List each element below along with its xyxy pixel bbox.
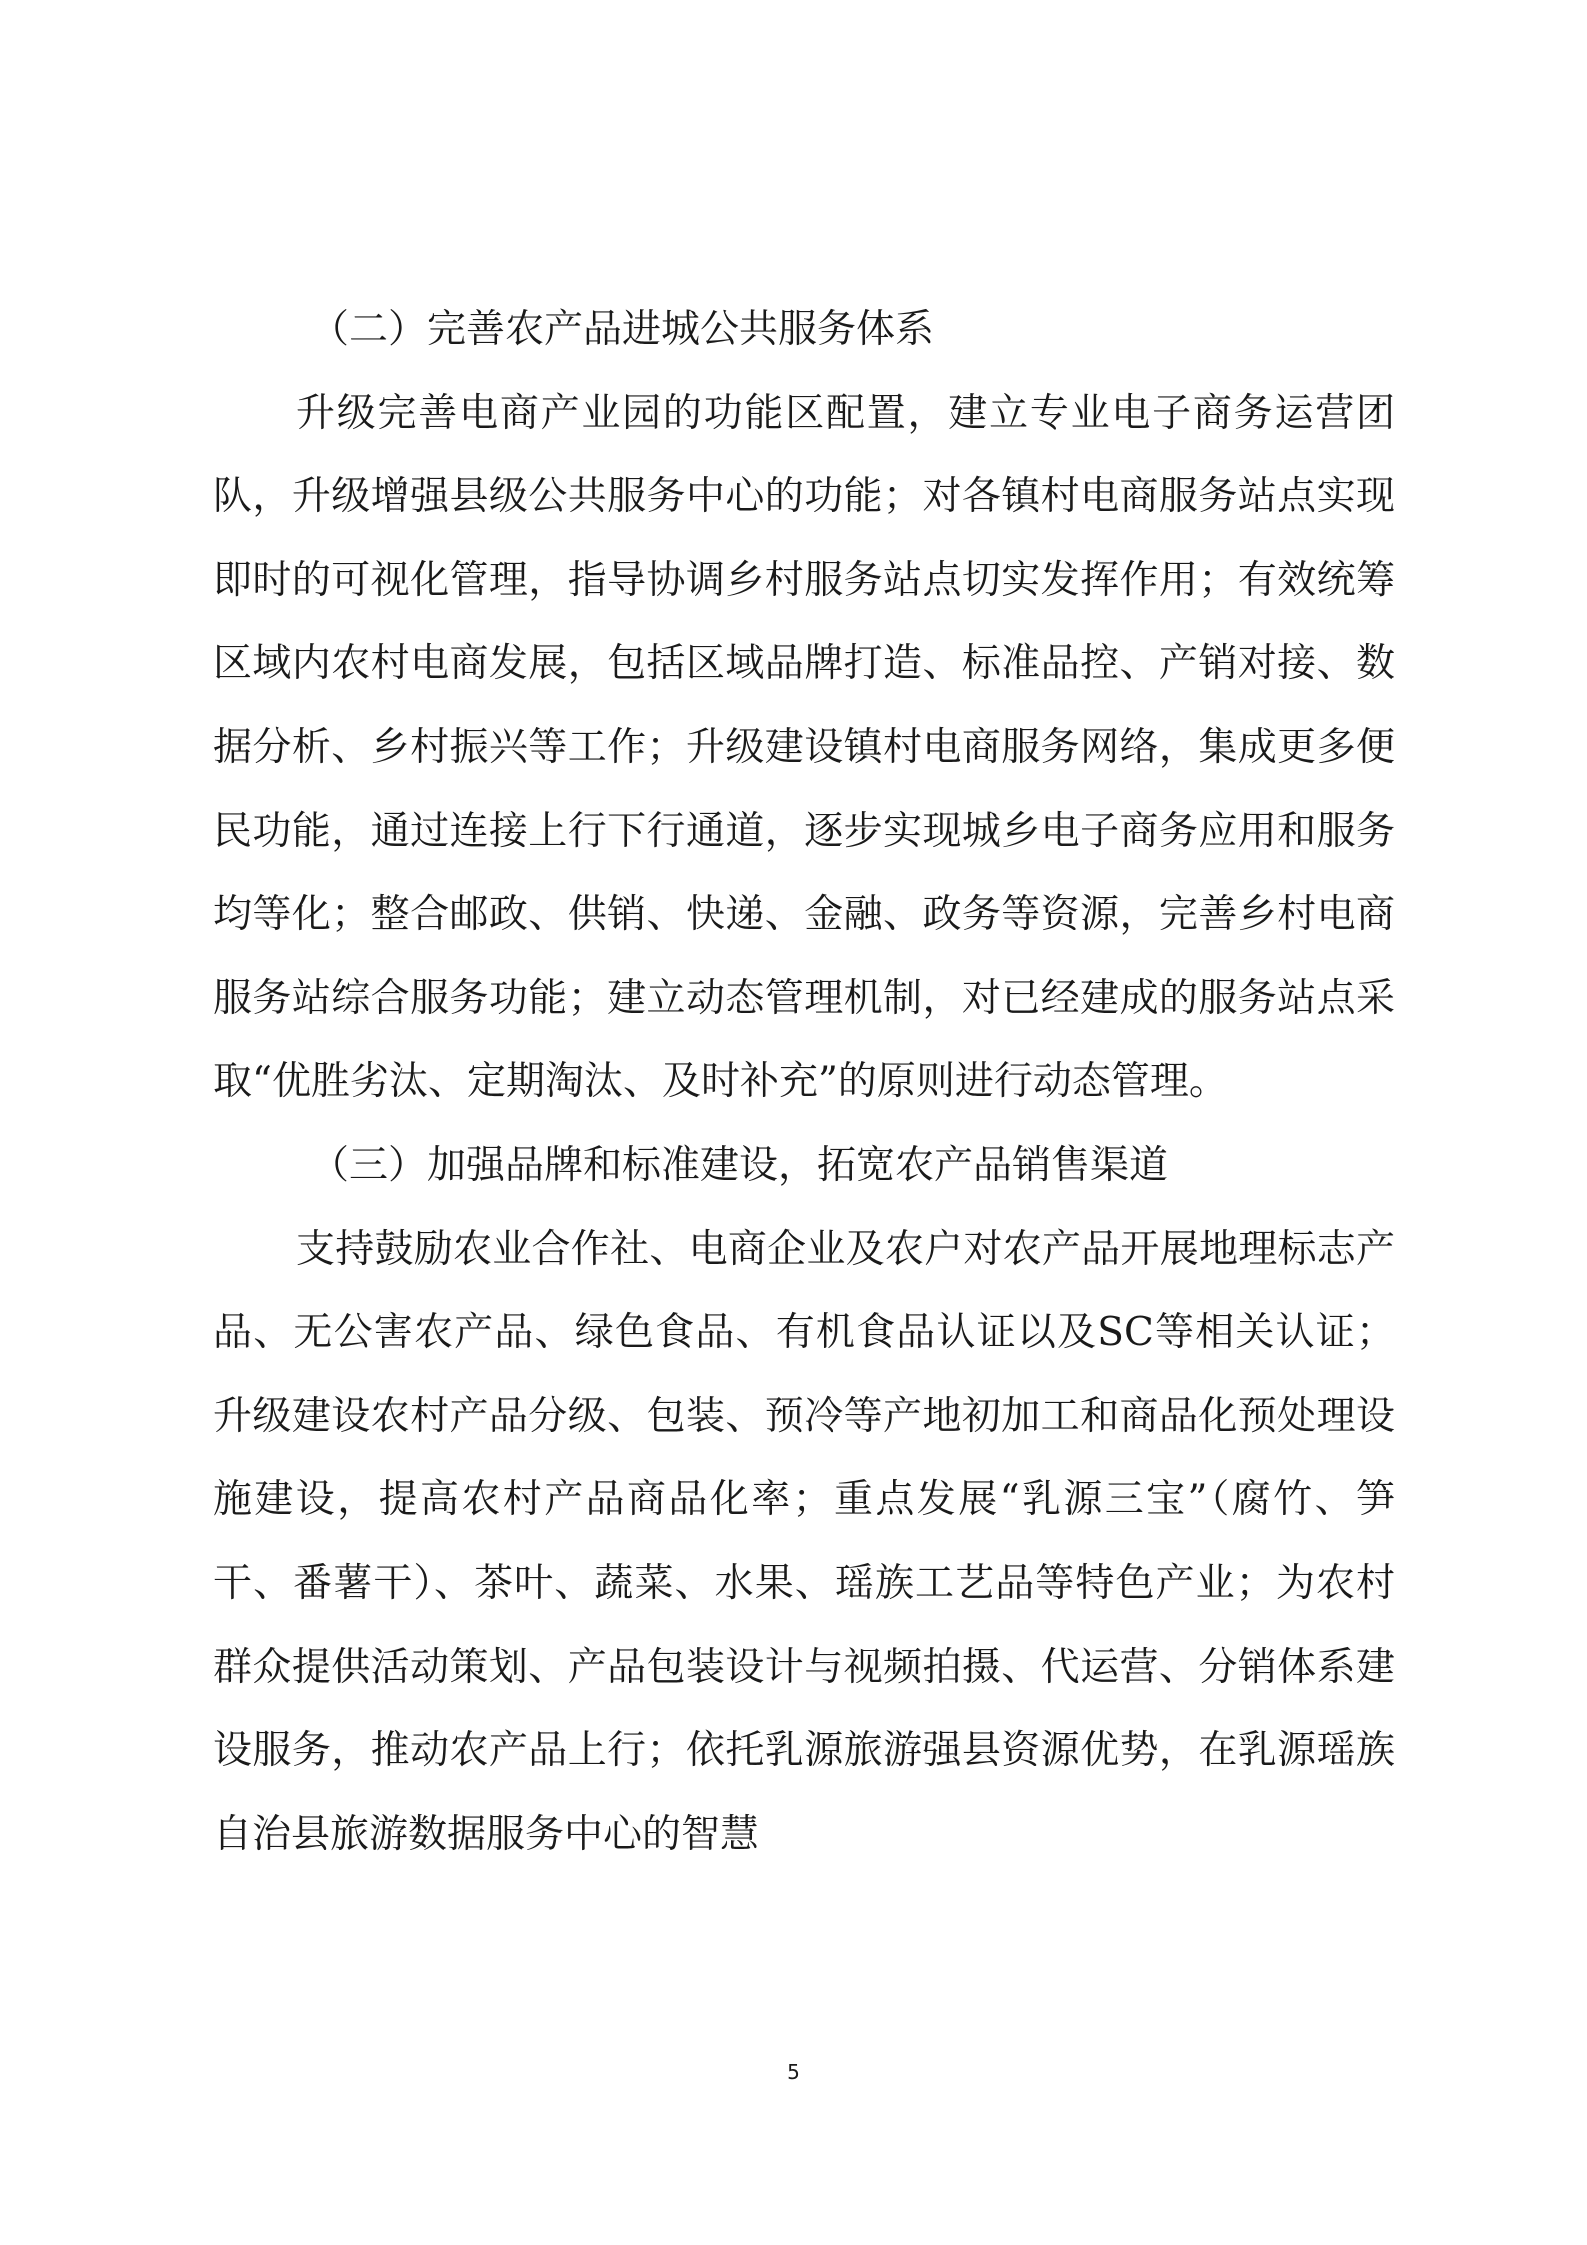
section-paragraph-2: 升级完善电商产业园的功能区配置，建立专业电子商务运营团队，升级增强县级公共服务中心的功能；对各镇村电商服务站点实现即时的可视化管理，指导协调乡村服务站点切实发挥作用；有效统筹区域内农村电商发展，包括区域品牌打造、标准品控、产销对接、数据分析、乡村振兴等工作；升级建设镇村电商服务网络，集成更多便民功能，通过连接上行下行通道，逐步实现城乡电子商务应用和服务均等化；整合邮政、供销、快递、金融、政务等资源，完善乡村电商服务站综合服务功能；建立动态管理机制，对已经建成的服务站点采取“优胜劣汰、定期淘汰、及时补充”的原则进行动态管理。: [213, 390, 1395, 1105]
section-paragraph-3: 支持鼓励农业合作社、电商企业及农户对农产品开展地理标志产品、无公害农产品、绿色食品、有机食品认证以及SC等相关认证；升级建设农村产品分级、包装、预冷等产地初加工和商品化预处理设施建设，提高农村产品商品化率；重点发展“乳源三宝”（腐竹、笋干、番薯干）、茶叶、蔬菜、水果、瑶族工艺品等特色产业；为农村群众提供活动策划、产品包装设计与视频拍摄、代运营、分销体系建设服务，推动农产品上行；依托乳源旅游强县资源优势，在乳源瑶族自治县旅游数据服务中心的智慧: [213, 1226, 1395, 1857]
page-number: 5: [787, 2060, 800, 2084]
section-heading-3: （三）加强品牌和标准建设，拓宽农产品销售渠道: [310, 1142, 1169, 1188]
document-body: [213, 288, 1395, 1876]
section-heading-2: （二）完善农产品进城公共服务体系: [310, 307, 935, 352]
